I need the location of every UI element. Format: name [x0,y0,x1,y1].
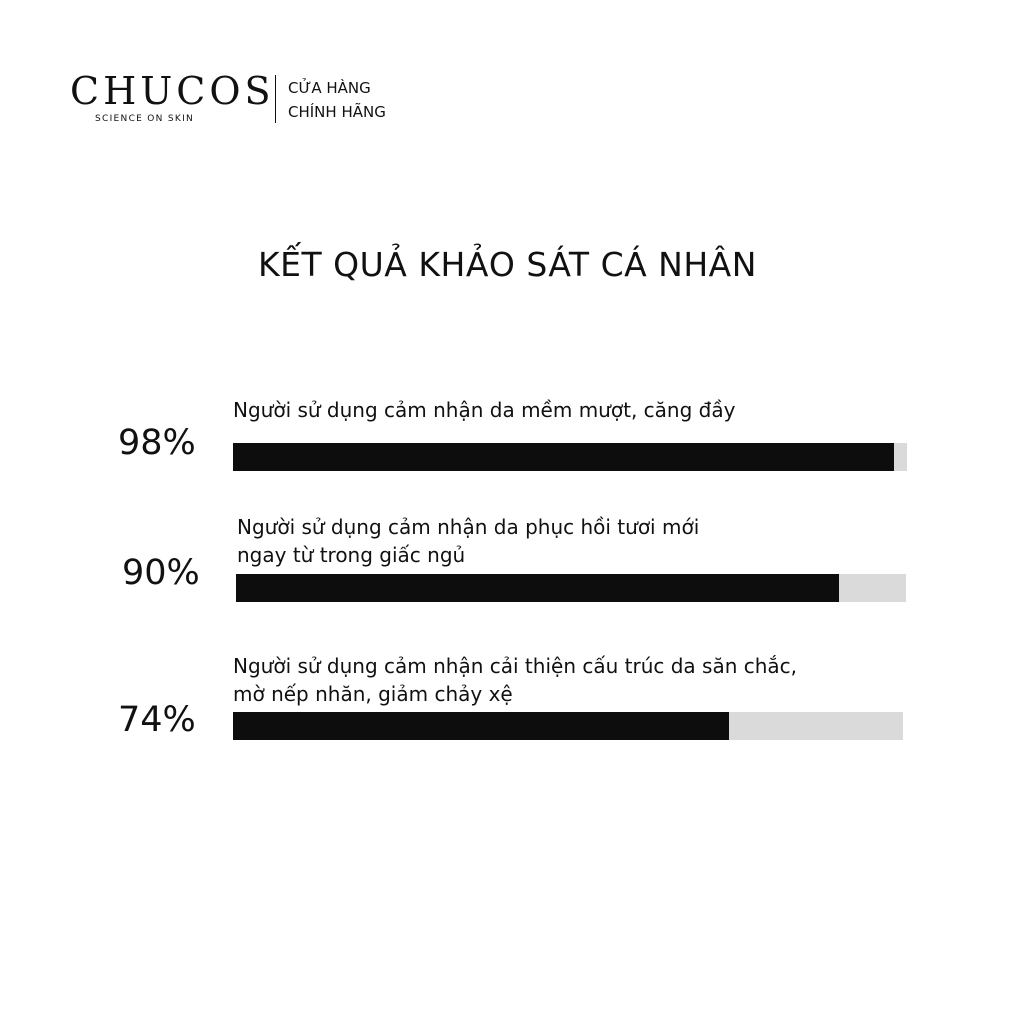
bar-category-label-line: Người sử dụng cảm nhận da mềm mượt, căng đầy [233,398,736,422]
bar-category-label-line: ngay từ trong giấc ngủ [237,543,466,567]
bar-fill [233,443,894,471]
bar-fill [233,712,729,740]
bar-track [233,712,903,740]
bar-category-label [233,652,797,708]
bar-category-label [237,513,699,569]
bar-fill [236,574,839,602]
page-title: KẾT QUẢ KHẢO SÁT CÁ NHÂN [258,245,757,284]
bar-value-label: 98% [118,423,196,463]
bar-category-label-line: Người sử dụng cảm nhận cải thiện cấu trúc da săn chắc, [233,654,798,678]
bar-category-label-line: mờ nếp nhăn, giảm chảy xệ [233,682,513,706]
bar-track [233,443,907,471]
brand-wordmark: CHUCOS [70,69,275,113]
bar-value-label: 90% [122,553,200,593]
brand-tagline: SCIENCE ON SKIN [95,114,195,124]
store-line-1: CỬA HÀNG [288,79,371,97]
bar-value-label: 74% [118,700,196,740]
bar-track [236,574,906,602]
bar-category-label-line: Người sử dụng cảm nhận da phục hồi tươi mới [237,515,700,539]
bar-category-label [233,396,735,424]
store-line-2: CHÍNH HÃNG [288,103,386,121]
